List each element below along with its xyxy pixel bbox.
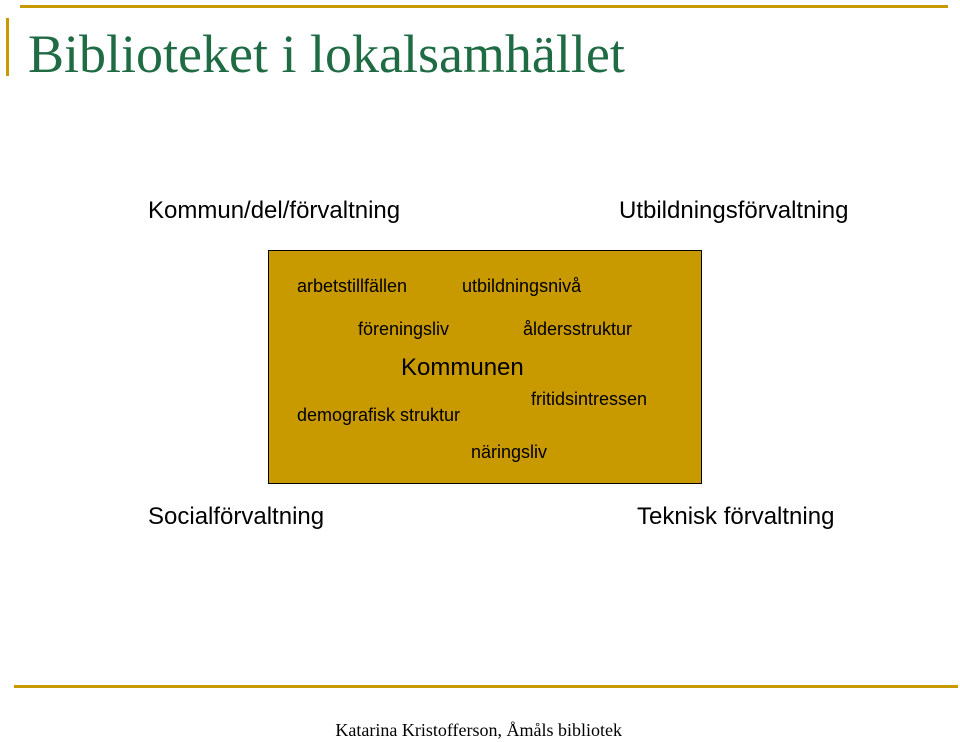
factor-aldersstruktur: åldersstruktur — [523, 319, 633, 339]
factor-utbildningsniva: utbildningsnivå — [462, 276, 582, 296]
department-utbildningsforvaltning: Utbildningsförvaltning — [619, 197, 849, 224]
department-teknisk-forvaltning: Teknisk förvaltning — [637, 503, 835, 530]
factor-demografisk-struktur: demografisk struktur — [297, 405, 461, 425]
footer-author: Katarina Kristofferson, Åmåls bibliotek — [335, 720, 622, 740]
factor-arbetstillfallen: arbetstillfällen — [297, 276, 408, 296]
slide-title: Biblioteket i lokalsamhället — [28, 24, 625, 84]
kommunen-center-label: Kommunen — [401, 354, 524, 381]
footer-rule — [14, 685, 958, 688]
factor-fritidsintressen: fritidsintressen — [531, 389, 648, 409]
title-top-rule — [20, 5, 948, 8]
factor-naringsliv: näringsliv — [471, 442, 548, 462]
title-left-rule — [6, 18, 9, 76]
factor-foreningsliv: föreningsliv — [358, 319, 450, 339]
department-socialforvaltning: Socialförvaltning — [148, 503, 325, 530]
department-kommun-del-forvaltning: Kommun/del/förvaltning — [148, 197, 401, 224]
